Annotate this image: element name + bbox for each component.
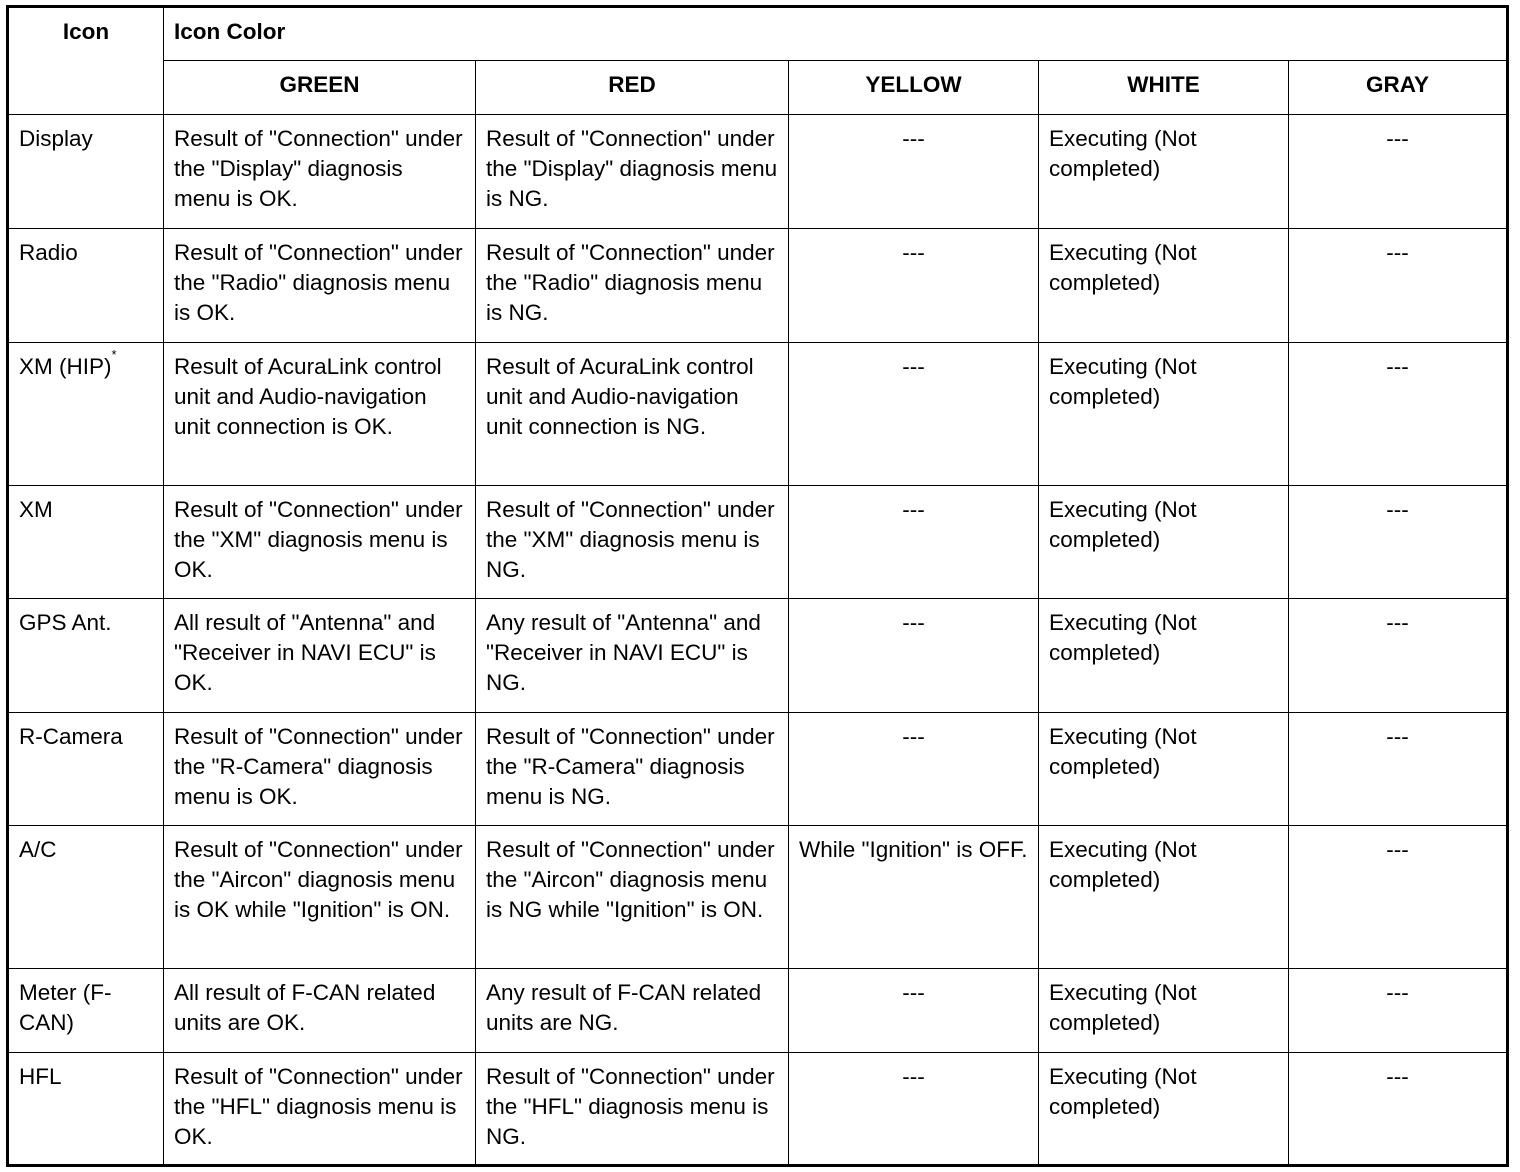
cell-white: Executing (Not completed)	[1039, 969, 1289, 1053]
row-icon-name	[8, 969, 164, 1053]
cell-gray: ---	[1289, 486, 1508, 599]
cell-gray: ---	[1289, 343, 1508, 486]
row-icon-label: Meter (F-CAN)	[19, 980, 112, 1035]
row-icon-label: GPS Ant.	[19, 610, 112, 635]
cell-green: Result of "Connection" under the "Radio" diagnosis menu is OK.	[164, 229, 476, 343]
cell-gray: ---	[1289, 229, 1508, 343]
footnote-marker: *	[111, 347, 117, 362]
row-icon-label: A/C	[19, 837, 57, 862]
row-icon-label: XM (HIP)	[19, 354, 112, 379]
cell-white: Executing (Not completed)	[1039, 343, 1289, 486]
cell-yellow: ---	[789, 713, 1039, 826]
table-row	[8, 599, 1508, 713]
row-icon-name	[8, 486, 164, 599]
cell-gray: ---	[1289, 1053, 1508, 1166]
cell-white: Executing (Not completed)	[1039, 1053, 1289, 1166]
cell-gray: ---	[1289, 826, 1508, 969]
cell-white: Executing (Not completed)	[1039, 826, 1289, 969]
cell-gray: ---	[1289, 713, 1508, 826]
cell-yellow: ---	[789, 343, 1039, 486]
cell-white: Executing (Not completed)	[1039, 599, 1289, 713]
cell-gray: ---	[1289, 969, 1508, 1053]
table-row	[8, 486, 1508, 599]
header-yellow: YELLOW	[789, 61, 1039, 115]
cell-yellow: While "Ignition" is OFF.	[789, 826, 1039, 969]
table-row	[8, 969, 1508, 1053]
icon-color-table	[6, 5, 1509, 1167]
header-gray: GRAY	[1289, 61, 1508, 115]
cell-green: Result of "Connection" under the "R-Camera" diagnosis menu is OK.	[164, 713, 476, 826]
cell-red: Any result of "Antenna" and "Receiver in NAVI ECU" is NG.	[476, 599, 789, 713]
cell-green: Result of "Connection" under the "Aircon" diagnosis menu is OK while "Ignition" is ON.	[164, 826, 476, 969]
cell-red: Result of "Connection" under the "R-Camera" diagnosis menu is NG.	[476, 713, 789, 826]
cell-green: All result of "Antenna" and "Receiver in NAVI ECU" is OK.	[164, 599, 476, 713]
header-red: RED	[476, 61, 789, 115]
cell-red: Result of AcuraLink control unit and Audio-navigation unit connection is NG.	[476, 343, 789, 486]
cell-gray: ---	[1289, 599, 1508, 713]
cell-yellow: ---	[789, 1053, 1039, 1166]
row-icon-name	[8, 599, 164, 713]
row-icon-name	[8, 343, 164, 486]
cell-green: Result of "Connection" under the "Display" diagnosis menu is OK.	[164, 115, 476, 229]
cell-red: Result of "Connection" under the "HFL" diagnosis menu is NG.	[476, 1053, 789, 1166]
cell-gray: ---	[1289, 115, 1508, 229]
table-row	[8, 1053, 1508, 1166]
header-icon: Icon	[8, 7, 164, 115]
cell-yellow: ---	[789, 599, 1039, 713]
row-icon-name	[8, 229, 164, 343]
cell-white: Executing (Not completed)	[1039, 229, 1289, 343]
cell-green: Result of AcuraLink control unit and Audio-navigation unit connection is OK.	[164, 343, 476, 486]
cell-red: Result of "Connection" under the "Aircon" diagnosis menu is NG while "Ignition" is ON.	[476, 826, 789, 969]
cell-green: Result of "Connection" under the "HFL" diagnosis menu is OK.	[164, 1053, 476, 1166]
cell-red: Result of "Connection" under the "Radio" diagnosis menu is NG.	[476, 229, 789, 343]
table-row	[8, 713, 1508, 826]
row-icon-label: XM	[19, 497, 53, 522]
row-icon-name	[8, 826, 164, 969]
cell-green: All result of F-CAN related units are OK.	[164, 969, 476, 1053]
row-icon-label: Radio	[19, 240, 78, 265]
cell-yellow: ---	[789, 486, 1039, 599]
cell-white: Executing (Not completed)	[1039, 115, 1289, 229]
header-icon-color: Icon Color	[164, 7, 1508, 61]
cell-red: Any result of F-CAN related units are NG.	[476, 969, 789, 1053]
cell-red: Result of "Connection" under the "XM" diagnosis menu is NG.	[476, 486, 789, 599]
row-icon-name	[8, 1053, 164, 1166]
cell-white: Executing (Not completed)	[1039, 486, 1289, 599]
table-row	[8, 229, 1508, 343]
header-green: GREEN	[164, 61, 476, 115]
header-white: WHITE	[1039, 61, 1289, 115]
table-row	[8, 115, 1508, 229]
cell-yellow: ---	[789, 115, 1039, 229]
cell-green: Result of "Connection" under the "XM" diagnosis menu is OK.	[164, 486, 476, 599]
cell-yellow: ---	[789, 229, 1039, 343]
row-icon-name	[8, 713, 164, 826]
cell-white: Executing (Not completed)	[1039, 713, 1289, 826]
row-icon-label: R-Camera	[19, 724, 123, 749]
row-icon-label: Display	[19, 126, 93, 151]
row-icon-name	[8, 115, 164, 229]
row-icon-label: HFL	[19, 1064, 62, 1089]
table-row	[8, 343, 1508, 486]
cell-yellow: ---	[789, 969, 1039, 1053]
cell-red: Result of "Connection" under the "Display" diagnosis menu is NG.	[476, 115, 789, 229]
table-row	[8, 826, 1508, 969]
